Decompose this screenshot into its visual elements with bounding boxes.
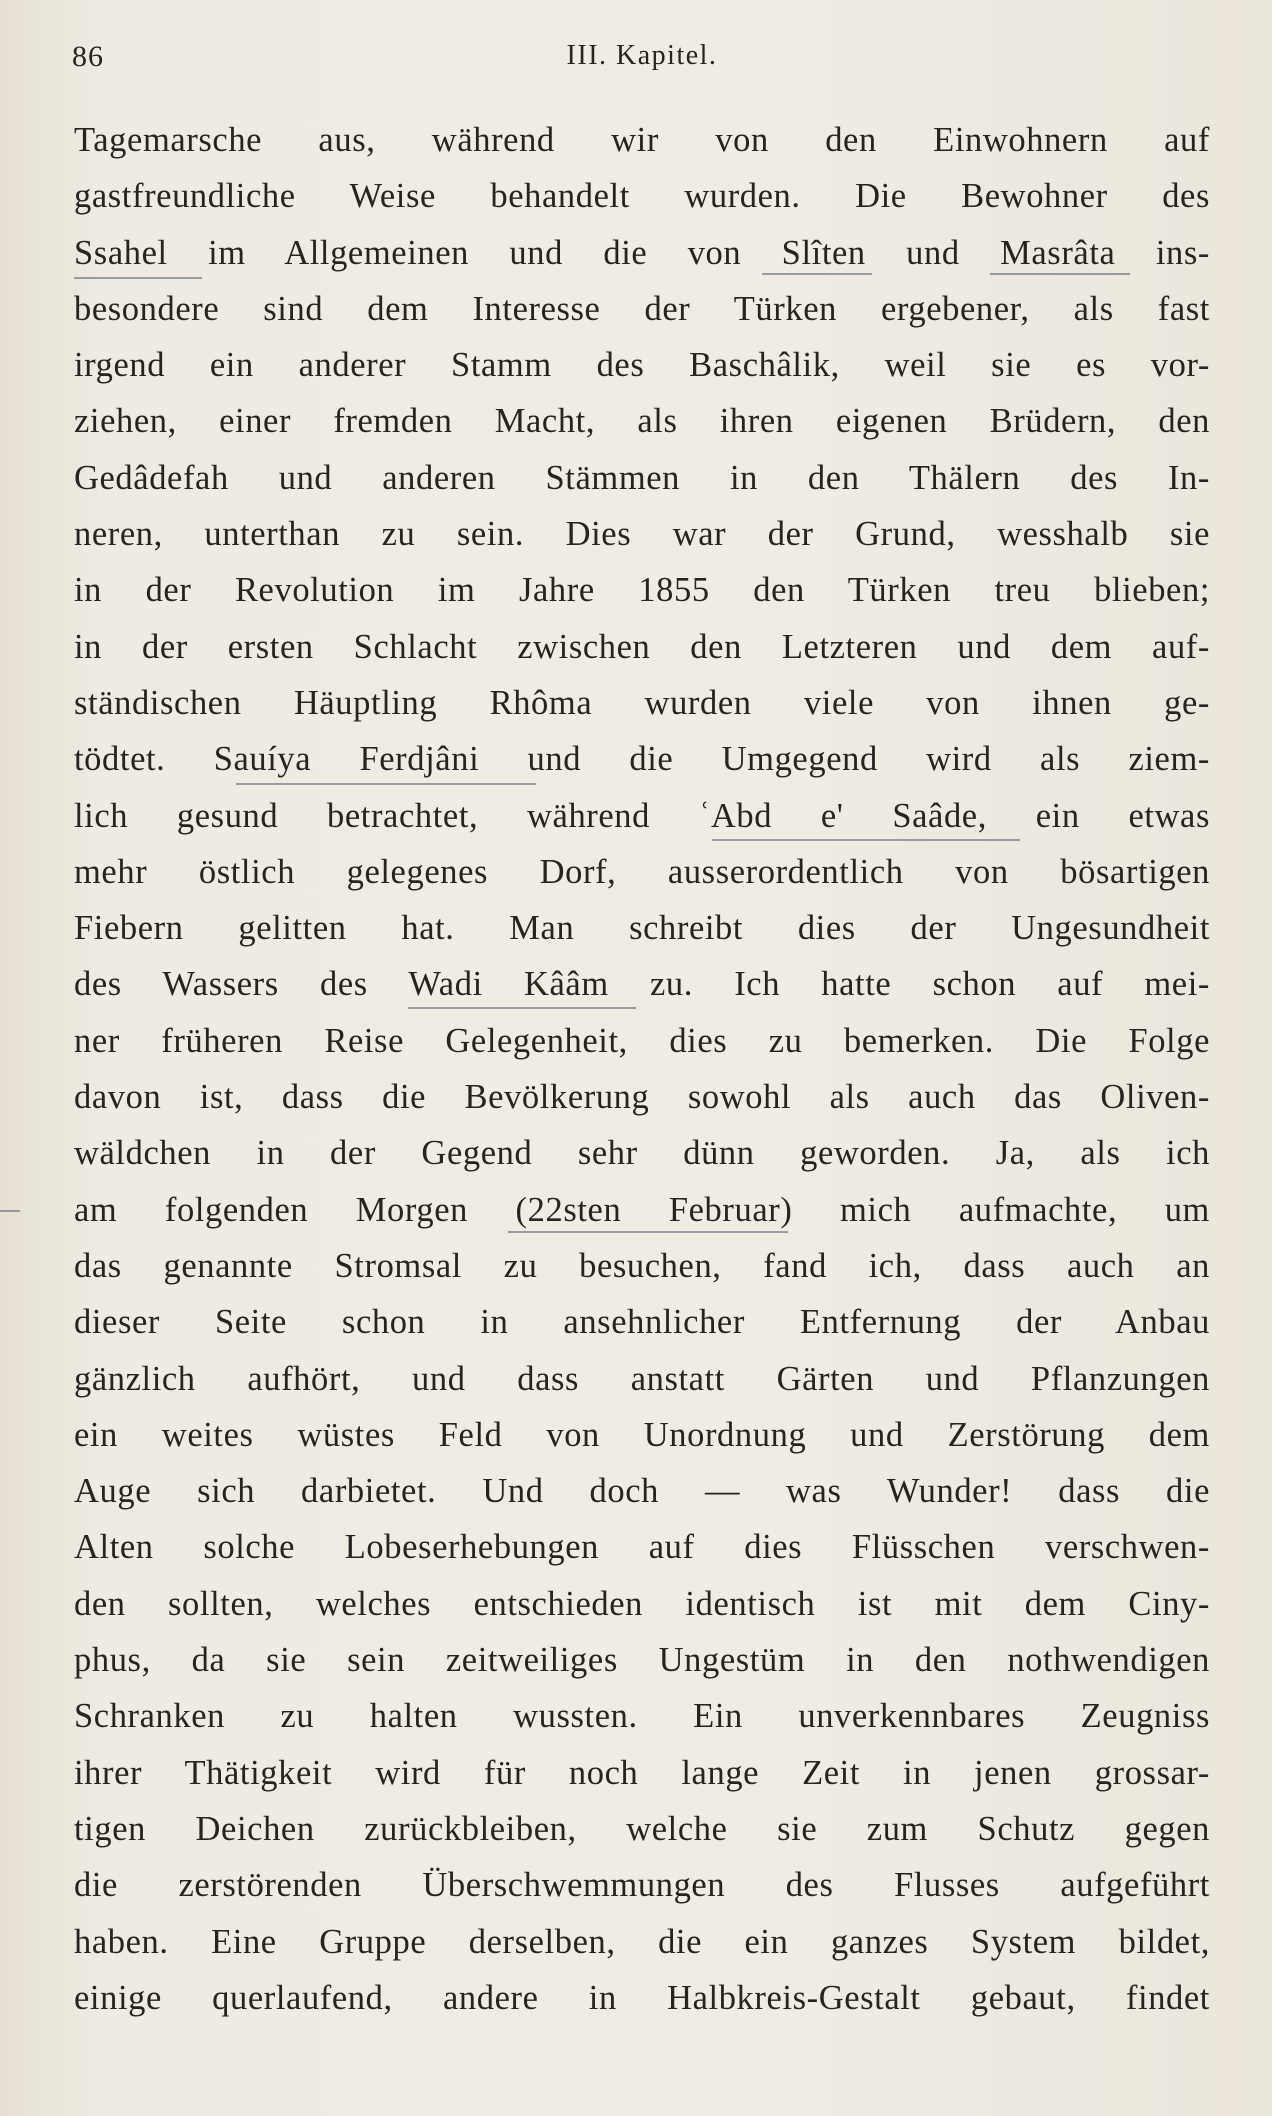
text-line: des Wassers des Wadi Kââm zu. Ich hatte schon auf mei- <box>74 965 1210 1004</box>
text-line: Tagemarsche aus, während wir von den Einwohnern auf <box>74 121 1210 159</box>
text-line: ein weites wüstes Feld von Unordnung und Zerstörung dem <box>74 1415 1210 1454</box>
text-line: das genannte Stromsal zu besuchen, fand ich, dass auch an <box>74 1246 1210 1285</box>
text-line: irgend ein anderer Stamm des Baschâlik, weil sie es vor- <box>74 346 1210 385</box>
running-head: III. Kapitel. <box>566 40 718 71</box>
text-line: besondere sind dem Interesse der Türken ergebener, als fast <box>74 289 1210 328</box>
text-line: am folgenden Morgen (22sten Februar) mich aufmachte, um <box>74 1190 1210 1229</box>
pencil-underline <box>508 1230 788 1233</box>
text-line: Alten solche Lobeserhebungen auf dies Flüsschen verschwen- <box>74 1528 1210 1567</box>
text-line: Schranken zu halten wussten. Ein unverkennbares Zeugniss <box>74 1697 1210 1736</box>
text-line: haben. Eine Gruppe derselben, die ein ganzes System bildet, <box>74 1922 1210 1961</box>
pencil-underline <box>762 272 872 275</box>
text-line: in der Revolution im Jahre 1855 den Türken treu blieben; <box>74 571 1210 610</box>
text-line: Ssahel im Allgemeinen und die von Slîten und Masrâta ins- <box>74 233 1210 272</box>
text-line: mehr östlich gelegenes Dorf, ausserordentlich von bösartigen <box>74 852 1210 891</box>
pencil-underline <box>408 1006 636 1009</box>
text-line: neren, unterthan zu sein. Dies war der Grund, wesshalb sie <box>74 515 1210 554</box>
body-text <box>74 112 1210 2026</box>
text-line: dieser Seite schon in ansehnlicher Entfernung der Anbau <box>74 1303 1210 1342</box>
text-line: tödtet. Sauíya Ferdjâni und die Umgegend wird als ziem- <box>74 740 1210 779</box>
pencil-underline <box>74 276 202 279</box>
text-line: Fiebern gelitten hat. Man schreibt dies der Ungesundheit <box>74 909 1210 948</box>
text-line: lich gesund betrachtet, während ʿAbd e' Saâde, ein etwas <box>74 796 1210 835</box>
text-line: einige querlaufend, andere in Halbkreis-Gestalt gebaut, findet <box>74 1978 1210 2017</box>
text-line: in der ersten Schlacht zwischen den Letzteren und dem auf- <box>74 627 1210 666</box>
text-line: ihrer Thätigkeit wird für noch lange Zeit in jenen grossar- <box>74 1753 1210 1792</box>
pencil-underline <box>990 272 1130 275</box>
text-line: den sollten, welches entschieden identisch ist mit dem Ciny- <box>74 1584 1210 1623</box>
text-line: ständischen Häuptling Rhôma wurden viele von ihnen ge- <box>74 683 1210 722</box>
text-line: wäldchen in der Gegend sehr dünn geworden. Ja, als ich <box>74 1134 1210 1173</box>
text-line: die zerstörenden Überschwemmungen des Flusses aufgeführt <box>74 1866 1210 1905</box>
text-line: gänzlich aufhört, und dass anstatt Gärten und Pflanzungen <box>74 1359 1210 1398</box>
page-number: 86 <box>72 40 104 73</box>
text-line: davon ist, dass die Bevölkerung sowohl als auch das Oliven- <box>74 1078 1210 1117</box>
pencil-underline <box>712 838 1020 841</box>
text-line: ner früheren Reise Gelegenheit, dies zu bemerken. Die Folge <box>74 1021 1210 1060</box>
text-line: Gedâdefah und anderen Stämmen in den Thälern des In- <box>74 458 1210 497</box>
text-line: phus, da sie sein zeitweiliges Ungestüm in den nothwendigen <box>74 1641 1210 1680</box>
text-line: Auge sich darbietet. Und doch — was Wunder! dass die <box>74 1472 1210 1511</box>
text-line: gastfreundliche Weise behandelt wurden. Die Bewohner des <box>74 177 1210 216</box>
text-line: tigen Deichen zurückbleiben, welche sie zum Schutz gegen <box>74 1809 1210 1848</box>
pencil-underline <box>236 782 536 785</box>
page-header <box>72 40 1212 80</box>
text-line: ziehen, einer fremden Macht, als ihren eigenen Brüdern, den <box>74 402 1210 441</box>
margin-mark <box>0 1210 20 1212</box>
